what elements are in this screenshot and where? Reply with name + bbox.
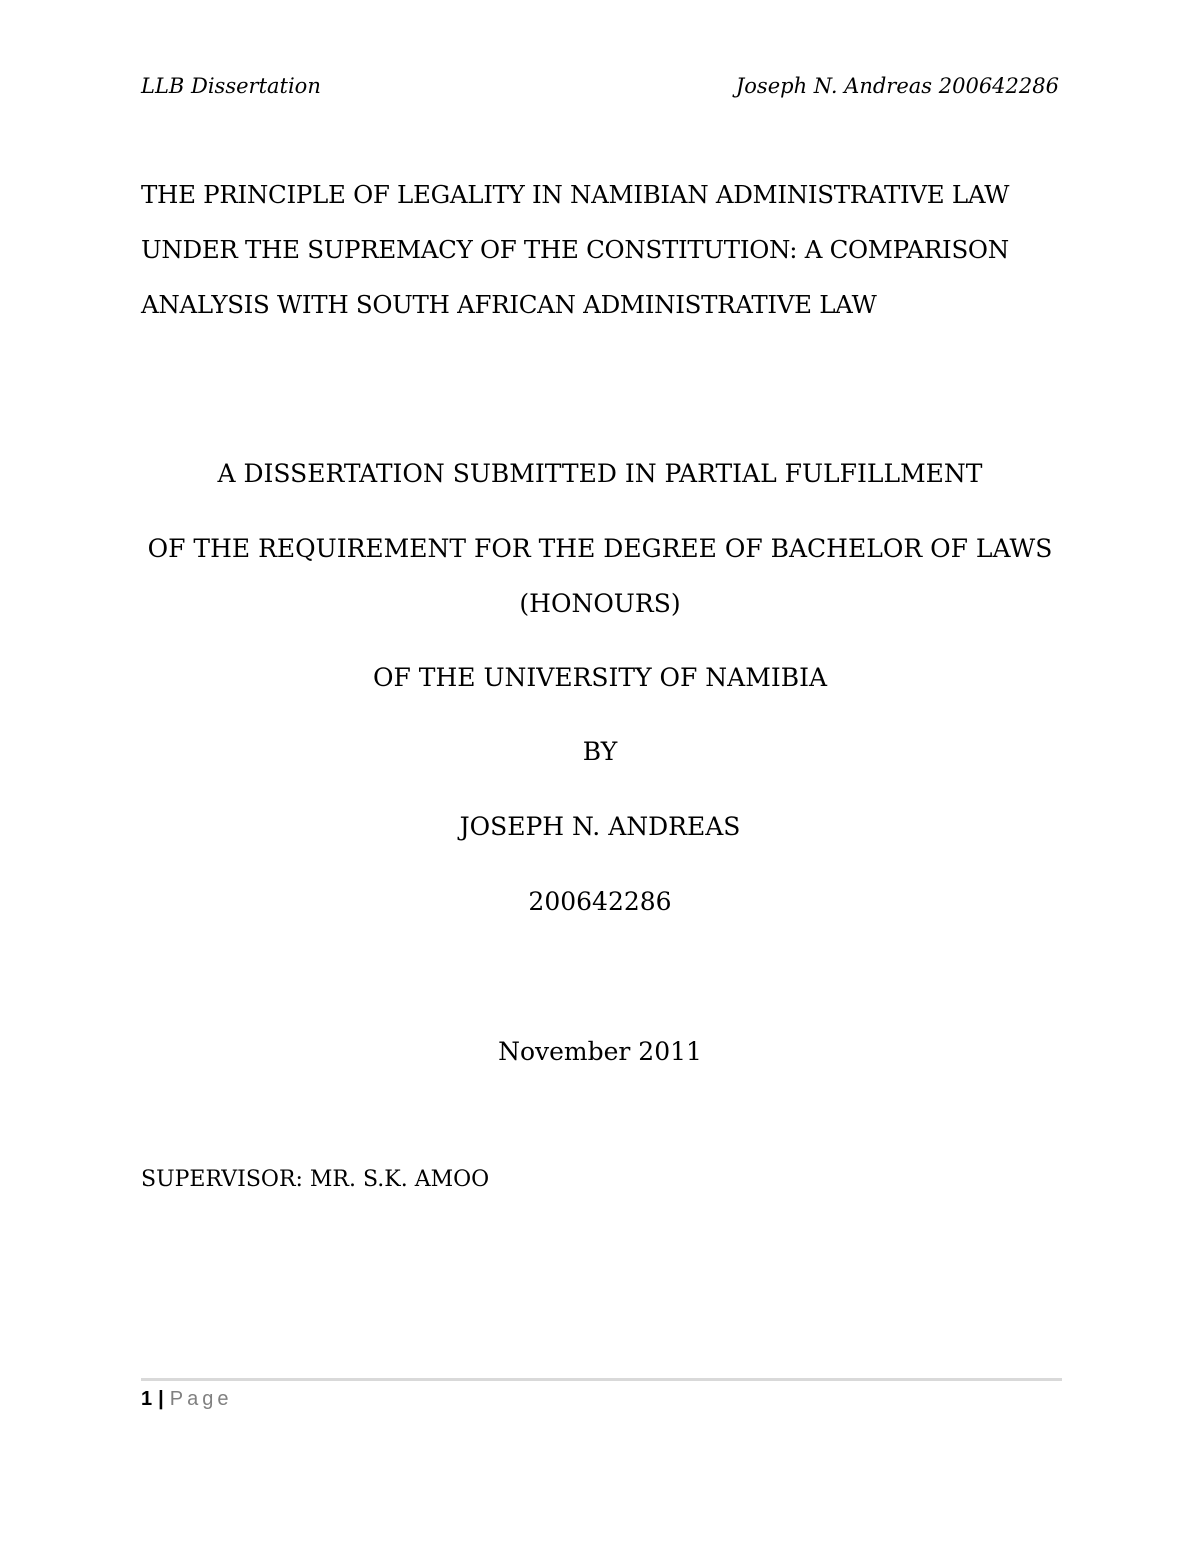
degree-requirement-line-1: OF THE REQUIREMENT FOR THE DEGREE OF BACHELOR OF LAWS (147, 534, 1053, 563)
student-number: 200642286 (528, 887, 672, 916)
degree-requirement (141, 521, 1059, 631)
university-name: OF THE UNIVERSITY OF NAMIBIA (372, 663, 828, 692)
title-line-1: THE PRINCIPLE OF LEGALITY IN NAMIBIAN ADMINISTRATIVE LAW (141, 180, 1010, 209)
dissertation-title (141, 167, 1071, 332)
submission-statement: A DISSERTATION SUBMITTED IN PARTIAL FULFILLMENT (217, 459, 983, 488)
supervisor-line: SUPERVISOR: MR. S.K. AMOO (141, 1167, 490, 1192)
title-line-2: UNDER THE SUPREMACY OF THE CONSTITUTION: A COMPARISON (141, 235, 1009, 264)
header-author-id: Joseph N. Andreas 200642286 (735, 74, 1059, 98)
title-line-3: ANALYSIS WITH SOUTH AFRICAN ADMINISTRATIVE LAW (141, 290, 877, 319)
page-label: Page (169, 1388, 233, 1410)
footer-separator: | (158, 1388, 164, 1410)
page-footer (141, 1385, 232, 1413)
footer-divider (141, 1378, 1062, 1381)
degree-requirement-line-2: (HONOURS) (519, 589, 681, 618)
submission-date: November 2011 (498, 1037, 702, 1066)
by-label: BY (582, 737, 618, 766)
header-document-type: LLB Dissertation (141, 74, 321, 98)
page-number: 1 (141, 1388, 153, 1410)
author-name: JOSEPH N. ANDREAS (459, 812, 741, 841)
